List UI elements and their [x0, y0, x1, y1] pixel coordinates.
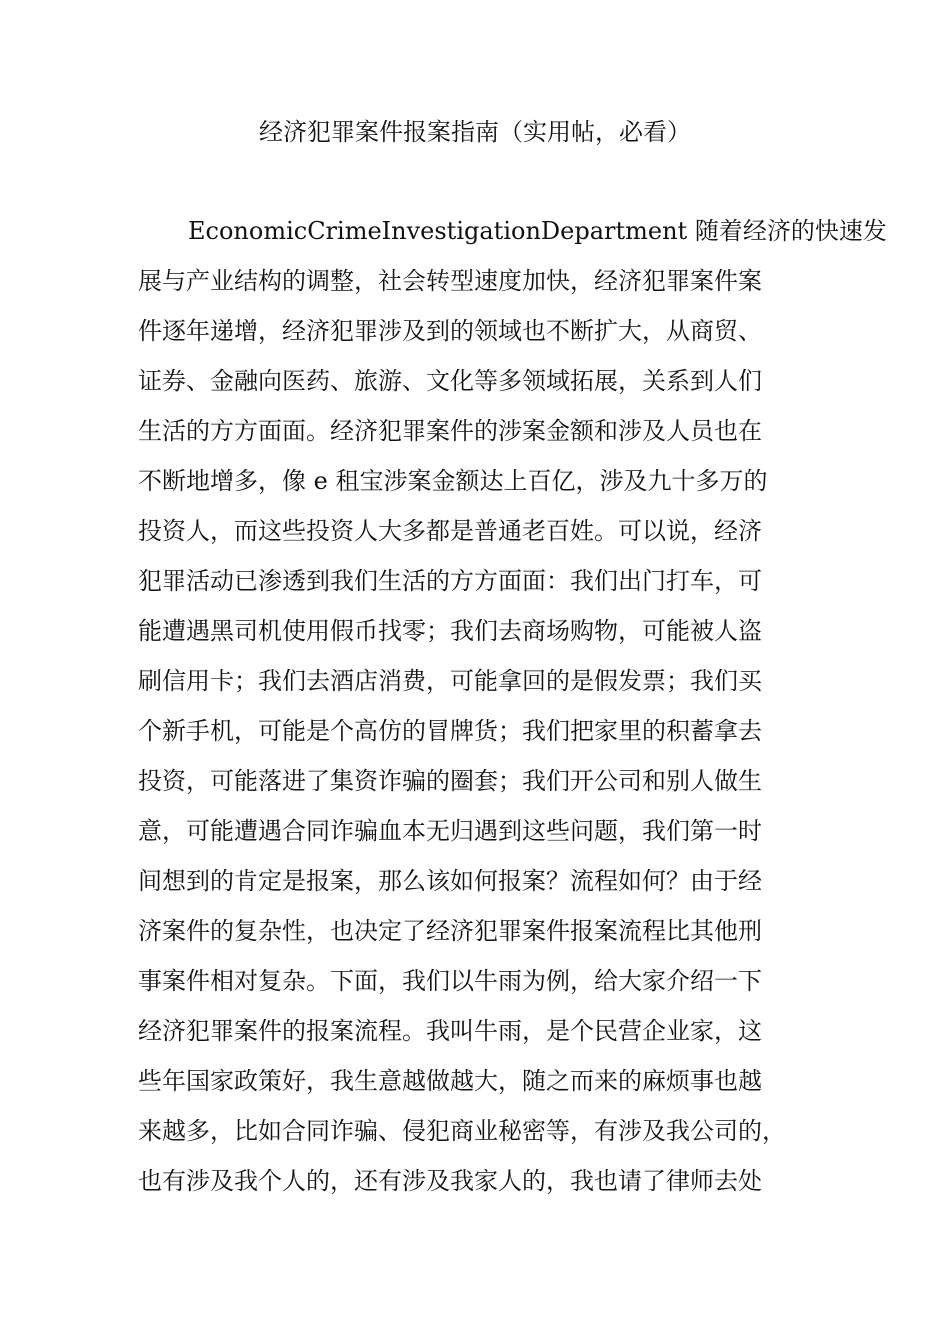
body-line: 投资，可能落进了集资诈骗的圈套；我们开公司和别人做生	[138, 767, 762, 795]
body-line: EconomicCrimeInvestigationDepartment 随着经济的快速发	[188, 217, 887, 245]
body-line: 生活的方方面面。经济犯罪案件的涉案金额和涉及人员也在	[138, 417, 762, 445]
document-body	[138, 206, 887, 1206]
body-line: 犯罪活动已渗透到我们生活的方方面面：我们出门打车，可	[138, 567, 762, 595]
document-title: 经济犯罪案件报案指南（实用帖，必看）	[259, 118, 691, 146]
body-line: 济案件的复杂性，也决定了经济犯罪案件报案流程比其他刑	[138, 917, 762, 945]
body-line: 意，可能遭遇合同诈骗血本无归遇到这些问题，我们第一时	[138, 817, 762, 845]
body-line: 来越多，比如合同诈骗、侵犯商业秘密等，有涉及我公司的，	[138, 1117, 786, 1145]
body-line: 展与产业结构的调整，社会转型速度加快，经济犯罪案件案	[138, 267, 762, 295]
body-line: 也有涉及我个人的，还有涉及我家人的，我也请了律师去处	[138, 1167, 762, 1195]
body-line: 间想到的肯定是报案，那么该如何报案？流程如何？由于经	[138, 867, 762, 895]
body-line: 证券、金融向医药、旅游、文化等多领域拓展，关系到人们	[138, 367, 762, 395]
body-line: 个新手机，可能是个高仿的冒牌货；我们把家里的积蓄拿去	[138, 717, 762, 745]
body-line: 刷信用卡；我们去酒店消费，可能拿回的是假发票；我们买	[138, 667, 762, 695]
body-line: 投资人，而这些投资人大多都是普通老百姓。可以说，经济	[138, 517, 762, 545]
body-line: 件逐年递增，经济犯罪涉及到的领域也不断扩大，从商贸、	[138, 317, 762, 345]
body-line: 经济犯罪案件的报案流程。我叫牛雨，是个民营企业家，这	[138, 1017, 762, 1045]
body-line: 不断地增多，像 e 租宝涉案金额达上百亿，涉及九十多万的	[138, 467, 768, 495]
body-line: 事案件相对复杂。下面，我们以牛雨为例，给大家介绍一下	[138, 967, 762, 995]
body-line: 些年国家政策好，我生意越做越大，随之而来的麻烦事也越	[138, 1067, 762, 1095]
body-line: 能遭遇黑司机使用假币找零；我们去商场购物，可能被人盗	[138, 617, 762, 645]
